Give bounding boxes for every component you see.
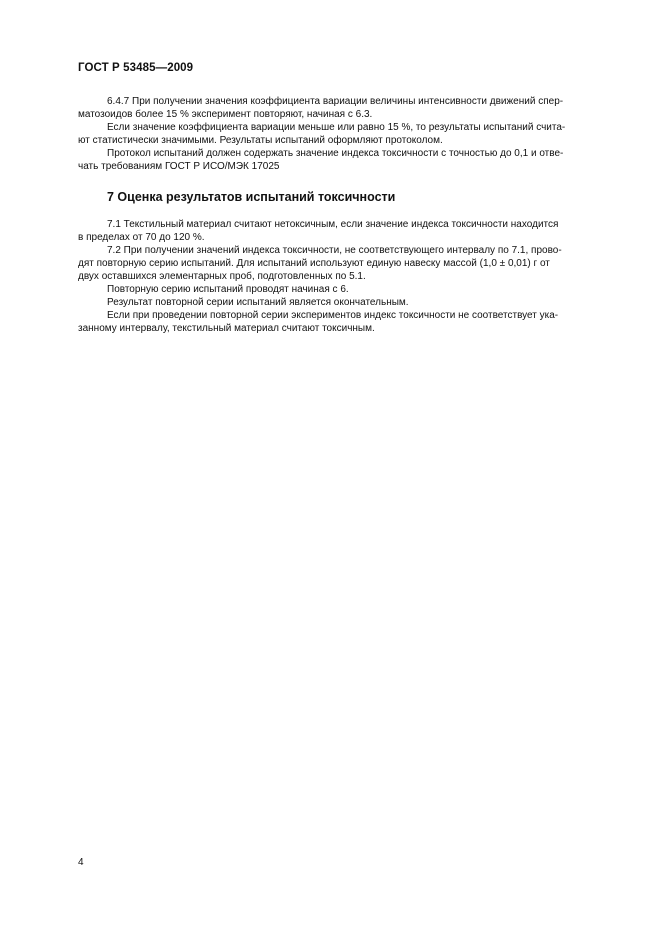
paragraph-final-result: Результат повторной серии испытаний является окончательным.: [107, 297, 409, 308]
document-body: [78, 95, 611, 335]
text-line: Если при проведении повторной серии экспериментов индекс токсичности не соответствует ука-: [107, 310, 559, 321]
text-line: ют статистически значимыми. Результаты испытаний оформляют протоколом.: [78, 135, 443, 146]
paragraph-toxic-conclusion: [78, 309, 611, 335]
paragraph-protocol: [78, 147, 611, 173]
paragraph-repeat-series: Повторную серию испытаний проводят начиная с 6.: [107, 284, 349, 295]
text-line: 7.2 При получении значений индекса токсичности, не соответствующего интервалу по 7.1, прово-: [107, 245, 562, 256]
section-7-heading: 7 Оценка результатов испытаний токсичности: [107, 190, 396, 204]
text-line: Если значение коэффициента вариации меньше или равно 15 %, то результаты испытаний счита-: [107, 122, 566, 133]
text-line: матозоидов более 15 % эксперимент повторяют, начиная с 6.3.: [78, 109, 373, 120]
paragraph-6-4-7: [78, 95, 611, 121]
paragraph-7-1: [78, 218, 611, 244]
text-line: в пределах от 70 до 120 %.: [78, 232, 205, 243]
document-header: ГОСТ Р 53485—2009: [78, 62, 194, 74]
text-line: занному интервалу, текстильный материал считают токсичным.: [78, 323, 375, 334]
text-line: дят повторную серию испытаний. Для испытаний используют единую навеску массой (1,0 ± 0,01) г от: [78, 258, 550, 269]
page-number: 4: [78, 857, 84, 868]
text-line: Протокол испытаний должен содержать значение индекса токсичности с точностью до 0,1 и отве-: [107, 148, 564, 159]
text-line: 7.1 Текстильный материал считают нетоксичным, если значение индекса токсичности находится: [107, 219, 559, 230]
text-line: двух оставшихся элементарных проб, подготовленных по 5.1.: [78, 271, 366, 282]
paragraph-cv-condition: [78, 121, 611, 147]
text-line: 6.4.7 При получении значения коэффициента вариации величины интенсивности движений спер-: [107, 96, 564, 107]
text-line: чать требованиям ГОСТ Р ИСО/МЭК 17025: [78, 161, 280, 172]
paragraph-7-2: [78, 244, 611, 283]
